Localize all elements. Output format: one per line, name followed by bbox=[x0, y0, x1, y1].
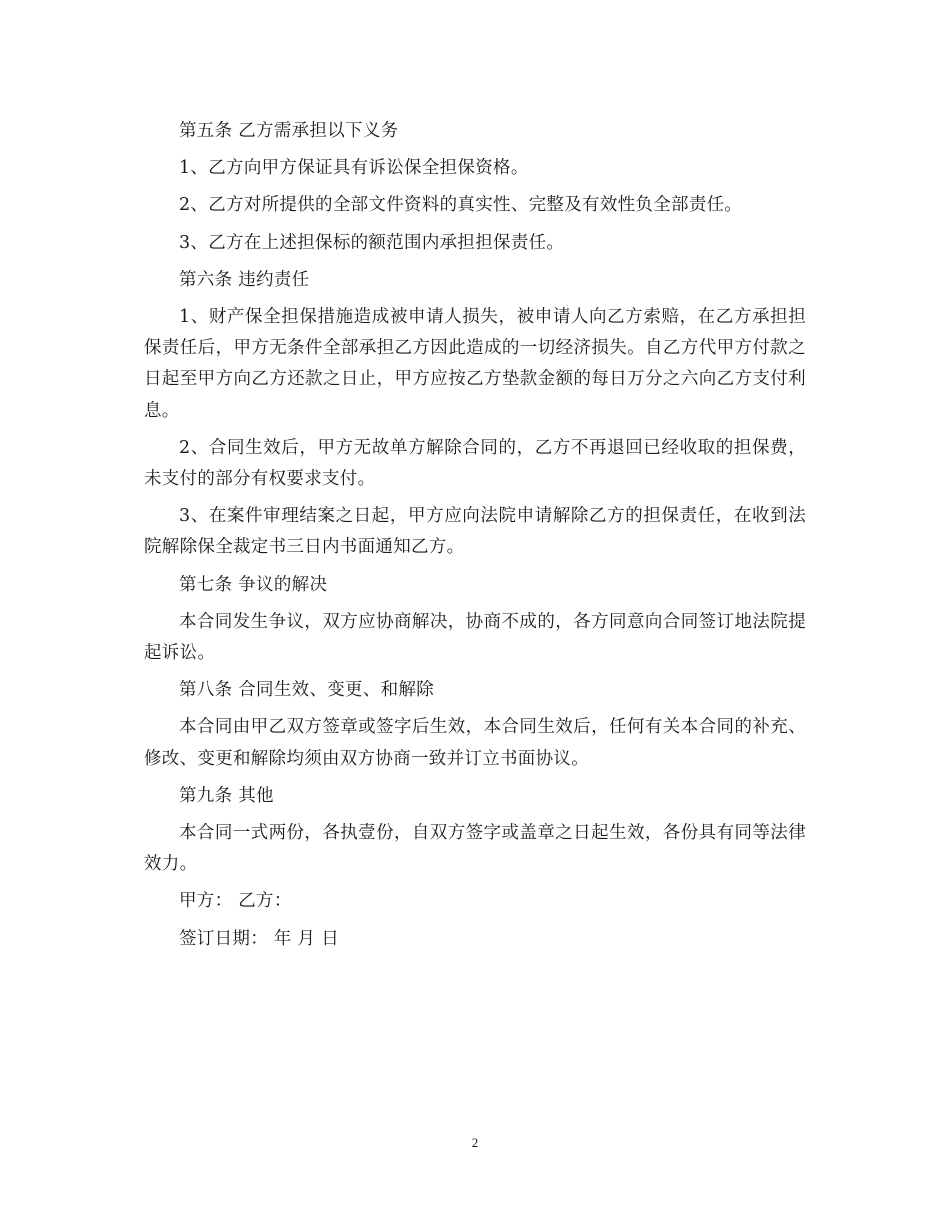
page-number: 2 bbox=[471, 1135, 479, 1150]
signature-parties: 甲方： 乙方： bbox=[179, 891, 292, 912]
article-6-clause-1: 1、财产保全担保措施造成被申请人损失，被申请人向乙方索赔，在乙方承担担保责任后，甲方无条件全部承担乙方因此造成的一切经济损失。自乙方代甲方付款之日起至甲方向乙方还款之日止，甲方应按乙方垫款金额的每日万分之六向乙方支付利息。 bbox=[144, 307, 806, 421]
article-9-body: 本合同一式两份，各执壹份，自双方签字或盖章之日起生效，各份具有同等法律效力。 bbox=[144, 823, 806, 875]
article-6-clause-2: 2、合同生效后，甲方无故单方解除合同的，乙方不再退回已经收取的担保费，未支付的部分有权要求支付。 bbox=[144, 437, 806, 490]
article-8-body: 本合同由甲乙双方签章或签字后生效，本合同生效后，任何有关本合同的补充、修改、变更和解除均须由双方协商一致并订立书面协议。 bbox=[144, 717, 806, 769]
article-7-heading: 第七条 争议的解决 bbox=[179, 574, 328, 595]
article-5-clause-2: 2、乙方对所提供的全部文件资料的真实性、完整及有效性负全部责任。 bbox=[179, 195, 743, 216]
article-6-heading: 第六条 违约责任 bbox=[179, 269, 310, 290]
article-7-body: 本合同发生争议，双方应协商解决，协商不成的，各方同意向合同签订地法院提起诉讼。 bbox=[144, 611, 806, 664]
article-9-heading: 第九条 其他 bbox=[179, 785, 274, 806]
article-5-clause-3: 3、乙方在上述担保标的额范围内承担担保责任。 bbox=[179, 232, 565, 253]
article-5-heading: 第五条 乙方需承担以下义务 bbox=[179, 121, 399, 141]
article-6-clause-3: 3、在案件审理结案之日起，甲方应向法院申请解除乙方的担保责任，在收到法院解除保全裁定书三日内书面通知乙方。 bbox=[144, 506, 806, 558]
article-5-clause-1: 1、乙方向甲方保证具有诉讼保全担保资格。 bbox=[179, 158, 529, 179]
article-8-heading: 第八条 合同生效、变更、和解除 bbox=[179, 680, 435, 701]
contract-body bbox=[144, 116, 806, 961]
signing-date: 签订日期： 年 月 日 bbox=[179, 928, 339, 949]
